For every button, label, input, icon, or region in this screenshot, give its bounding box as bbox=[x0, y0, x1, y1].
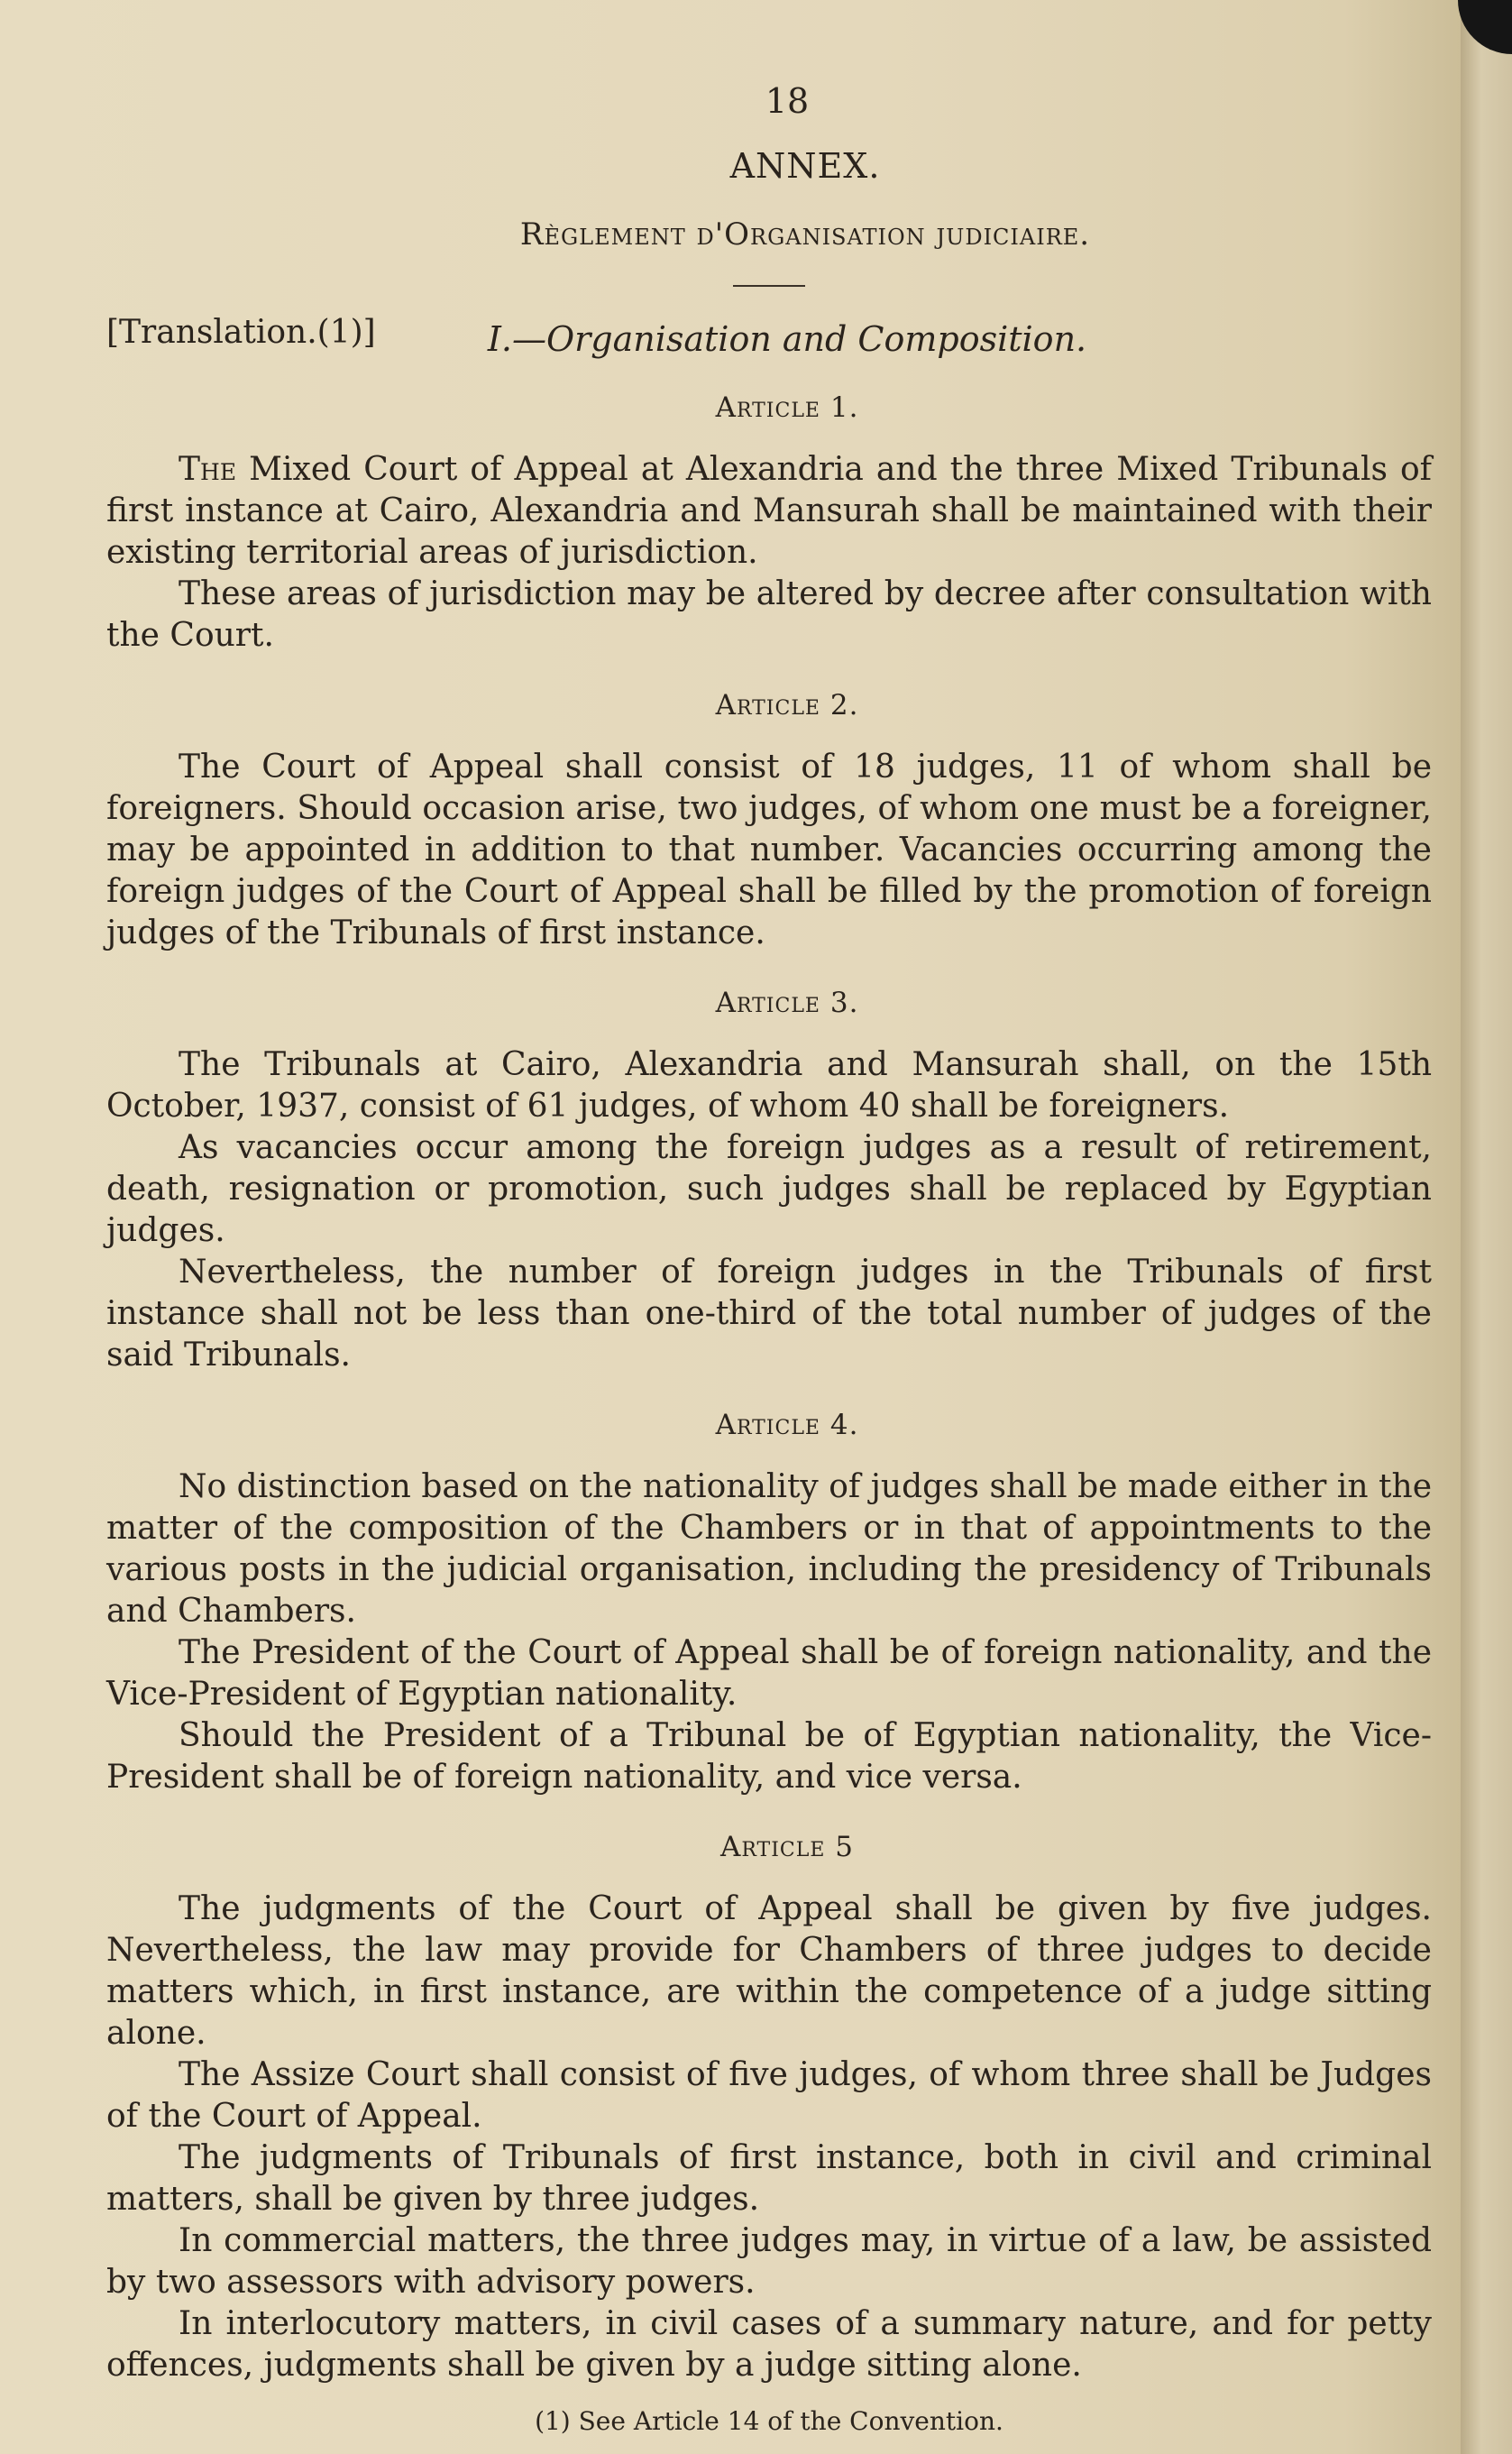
section-title: I.—Organisation and Composition. bbox=[487, 319, 1087, 359]
article-5-para-4: In commercial matters, the three judges may, in virtue of a law, be assisted by two assessors with advisory powers. bbox=[106, 2222, 1432, 2301]
article-4-para-2: The President of the Court of Appeal shall be of foreign nationality, and the Vice-President of Egyptian nationality. bbox=[106, 1634, 1432, 1713]
article-3-para-3: Nevertheless, the number of foreign judges in the Tribunals of first instance shall not be less than one-third of the total number of judges of the said Tribunals. bbox=[106, 1254, 1432, 1374]
article-5-title: Article 5 bbox=[719, 1831, 854, 1863]
divider-rule bbox=[733, 285, 805, 287]
reglement-subheading: Règlement d'Organisation judiciaire. bbox=[519, 216, 1091, 253]
article-3-para-2: As vacancies occur among the foreign judges as a result of retirement, death, resignation or promotion, such judges shall be replaced by Egyptian judges. bbox=[106, 1129, 1432, 1249]
article-4-title: Article 4. bbox=[715, 1409, 859, 1441]
article-1-lead: The bbox=[179, 451, 237, 488]
translation-note: [Translation.(1)] bbox=[106, 314, 376, 351]
article-1-para-2: These areas of jurisdiction may be altered by decree after consultation with the Court. bbox=[106, 575, 1432, 654]
article-3-para-1: The Tribunals at Cairo, Alexandria and Mansurah shall, on the 15th October, 1937, consist of 61 judges, of whom 40 shall be foreigners. bbox=[106, 1046, 1432, 1125]
article-4-para-1: No distinction based on the nationality of judges shall be made either in the matter of the composition of the Chambers or in that of appointments to the various posts in the judicial organisation, including the presidency of Tribunals and Chambers. bbox=[106, 1468, 1432, 1630]
article-5-para-1: The judgments of the Court of Appeal shall be given by five judges. Nevertheless, the law may provide for Chambers of three judges to decide matters which, in first instance, are within the competence of a judge sitting alone. bbox=[106, 1890, 1432, 2052]
annex-heading: ANNEX. bbox=[729, 146, 881, 186]
article-3-title: Article 3. bbox=[715, 987, 859, 1019]
article-1-para-1-text: Mixed Court of Appeal at Alexandria and the three Mixed Tribunals of first instance at Cairo, Alexandria and Mansurah shall be maintained with their existing territorial areas of jurisdiction. bbox=[106, 451, 1433, 571]
article-2-title: Article 2. bbox=[715, 689, 859, 721]
article-5-para-2: The Assize Court shall consist of five judges, of whom three shall be Judges of the Court of Appeal. bbox=[106, 2056, 1432, 2135]
article-1-title: Article 1. bbox=[715, 391, 859, 424]
article-2-para-1: The Court of Appeal shall consist of 18 judges, 11 of whom shall be foreigners. Should occasion arise, two judges, of whom one must be a foreigner, may be appointed in addition to that number. Vacancies occurring among the foreign judges of the Court of Appeal shall be filled by the promotion of foreign judges of the Tribunals of first instance. bbox=[106, 749, 1432, 951]
article-4-para-3: Should the President of a Tribunal be of Egyptian nationality, the Vice-President shall be of foreign nationality, and vice versa. bbox=[106, 1717, 1432, 1796]
footnote: (1) See Article 14 of the Convention. bbox=[535, 2406, 1003, 2436]
page-edge bbox=[1461, 0, 1512, 2454]
article-1-para-1 bbox=[106, 449, 1432, 574]
page-content bbox=[106, 72, 1432, 2436]
page-number: 18 bbox=[765, 81, 810, 121]
article-5-para-3: The judgments of Tribunals of first instance, both in civil and criminal matters, shall be given by three judges. bbox=[106, 2139, 1432, 2218]
article-5-para-5: In interlocutory matters, in civil cases of a summary nature, and for petty offences, judgments shall be given by a judge sitting alone. bbox=[106, 2305, 1432, 2384]
